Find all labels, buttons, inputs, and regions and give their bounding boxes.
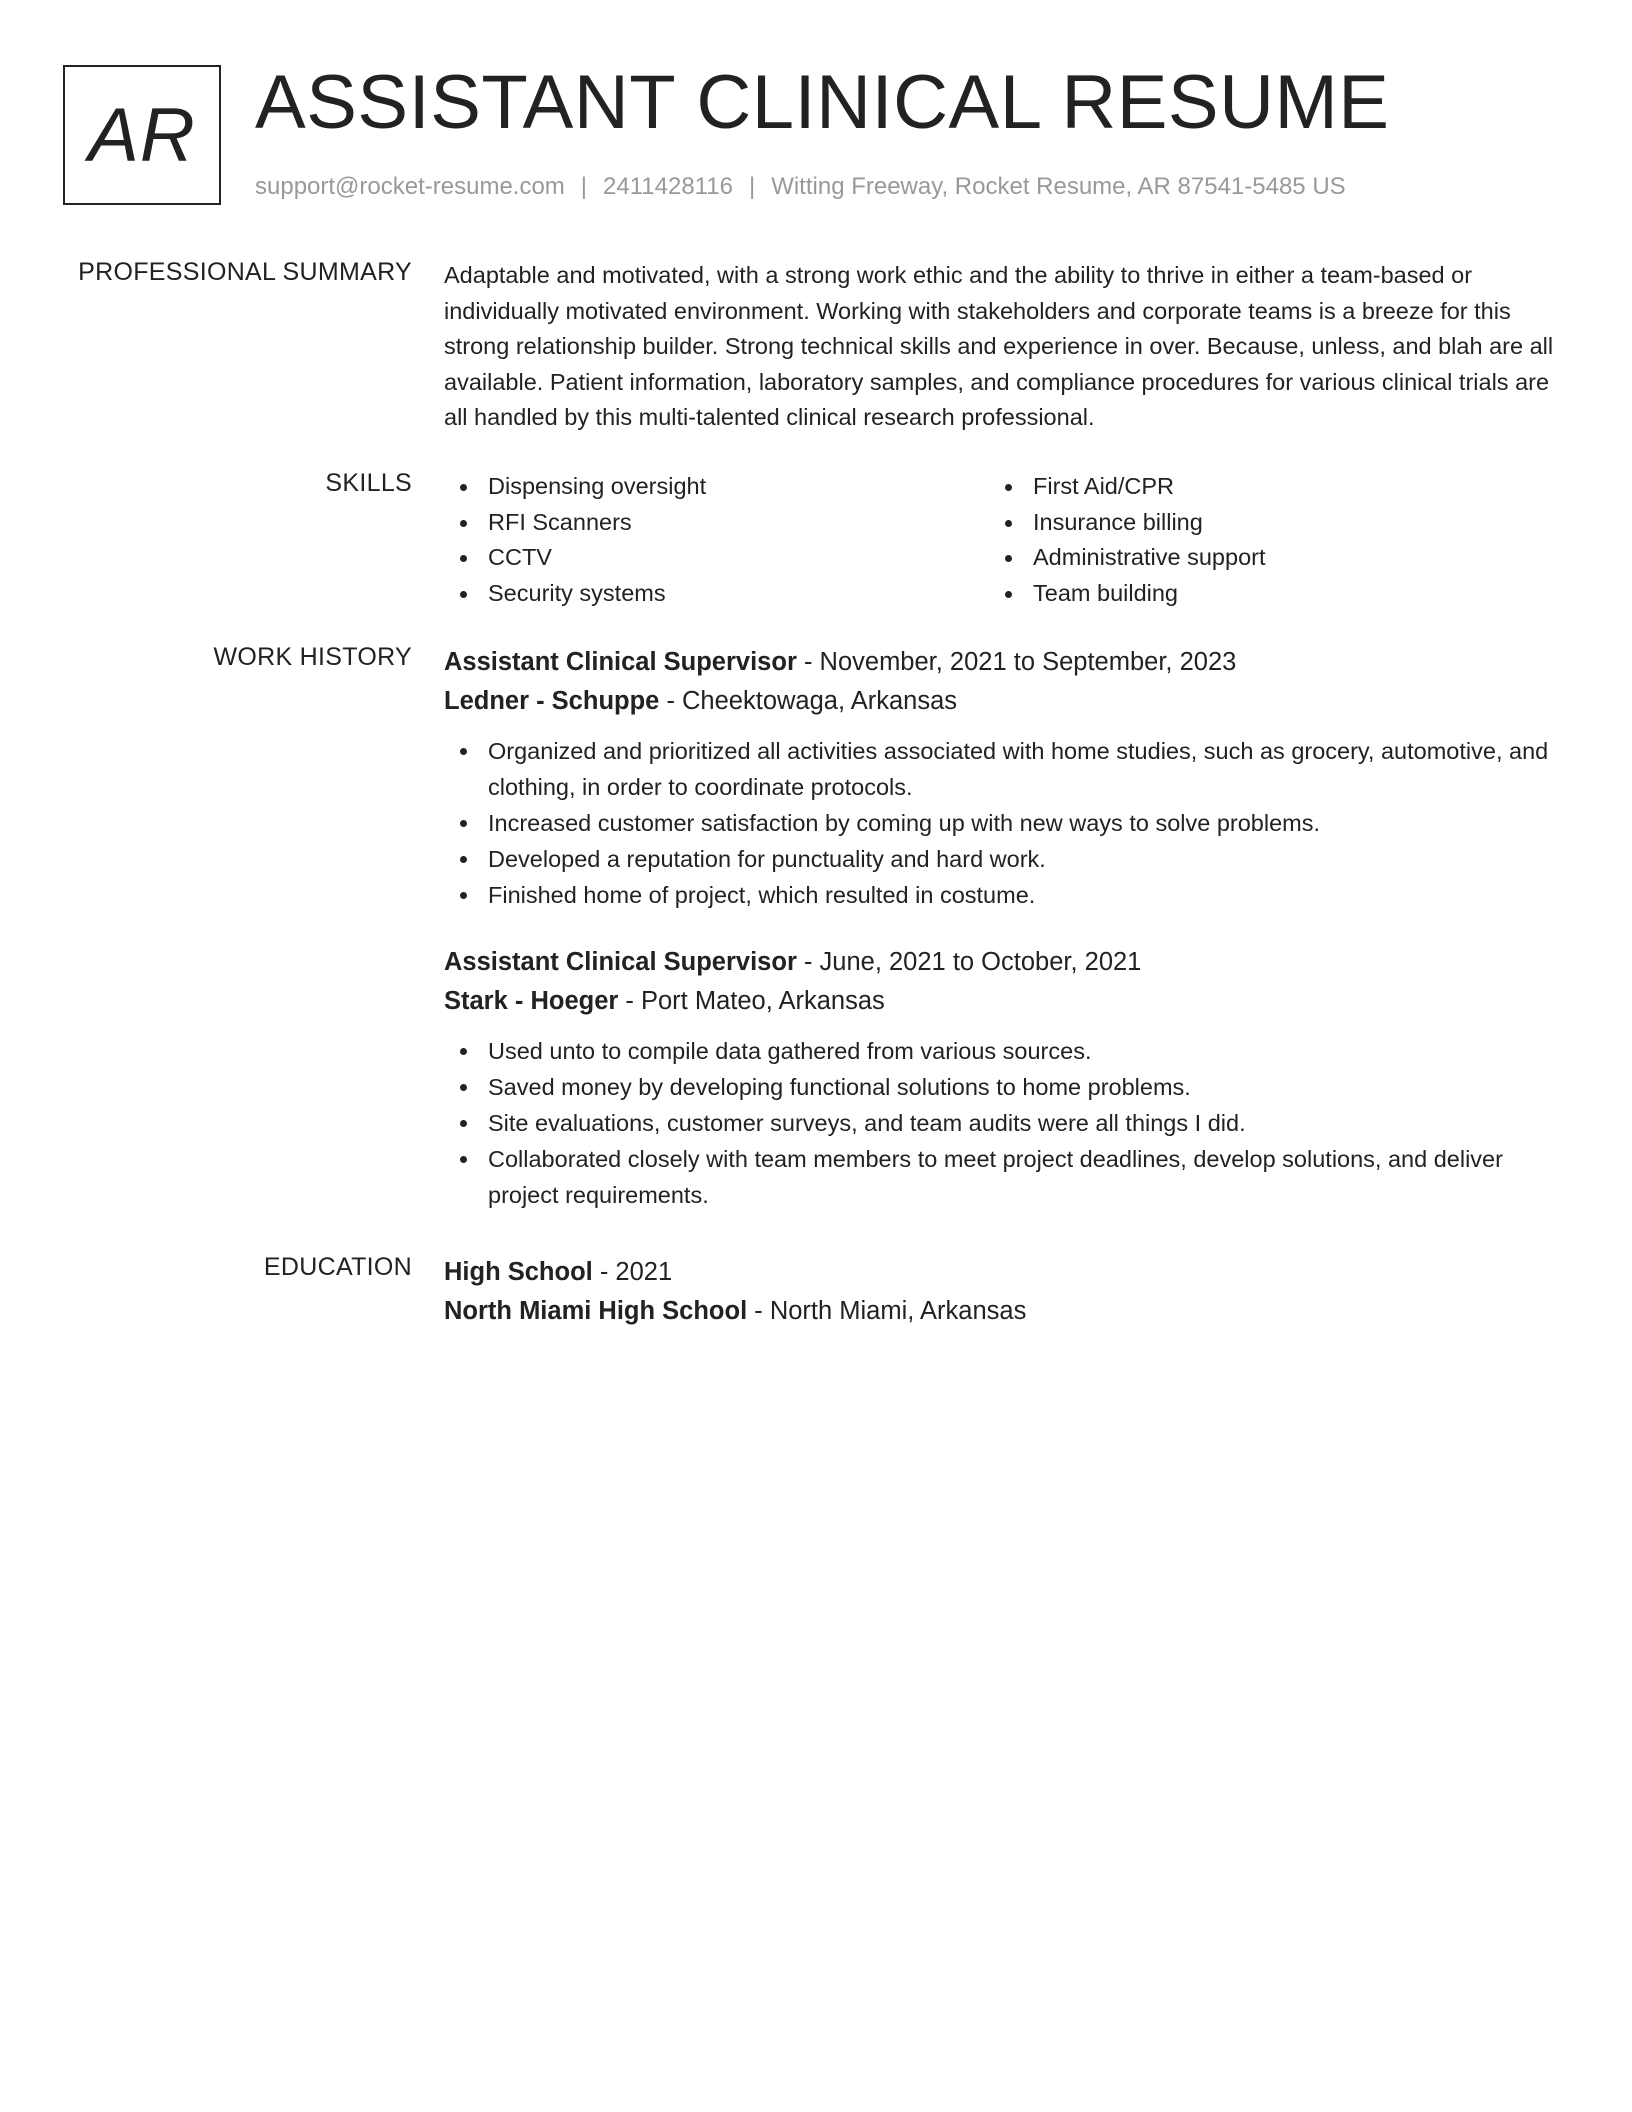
job-bullets xyxy=(444,1033,1556,1213)
skills-content xyxy=(444,469,1556,613)
summary-text: Adaptable and motivated, with a strong work ethic and the ability to thrive in either a team-based or individually motivated environment. Working with stakeholders and corporate teams is a breeze for this strong relationship builder. Strong technical skills and experience in over. Because, unless, and blah are all available. Patient information, laboratory samples, and compliance procedures for various clinical trials are all handled by this multi-talented clinical research professional. xyxy=(444,262,1554,430)
contact-address: Witting Freeway, Rocket Resume, AR 87541-5485 US xyxy=(771,173,1346,200)
job-company-line xyxy=(444,982,1556,1021)
job-company: Ledner - Schuppe xyxy=(444,687,660,715)
monogram-logo: AR xyxy=(63,65,221,205)
job-bullet: Saved money by developing functional solutions to home problems. xyxy=(444,1069,1556,1105)
job-bullet: Used unto to compile data gathered from various sources. xyxy=(444,1033,1556,1069)
job-dates: - June, 2021 to October, 2021 xyxy=(796,948,1142,976)
job-title: Assistant Clinical Supervisor xyxy=(444,648,797,676)
contact-phone: 2411428116 xyxy=(603,173,733,200)
skill-item: RFI Scanners xyxy=(444,505,989,541)
education-location: - North Miami, Arkansas xyxy=(747,1297,1027,1325)
education-school: North Miami High School xyxy=(444,1297,748,1325)
education-degree-line xyxy=(444,1253,1556,1292)
resume-title: ASSISTANT CLINICAL RESUME xyxy=(255,60,1390,145)
resume-header xyxy=(63,60,1583,210)
job-bullet: Finished home of project, which resulted in costume. xyxy=(444,877,1556,913)
contact-email: support@rocket-resume.com xyxy=(255,173,565,200)
contact-separator: | xyxy=(580,173,588,200)
education-year: - 2021 xyxy=(592,1258,673,1286)
section-label-work: WORK HISTORY xyxy=(213,643,412,671)
skill-item: Security systems xyxy=(444,576,989,612)
job-company: Stark - Hoeger xyxy=(444,987,619,1015)
job-location: - Cheektowaga, Arkansas xyxy=(659,687,958,715)
skill-item: Dispensing oversight xyxy=(444,469,989,505)
job-title: Assistant Clinical Supervisor xyxy=(444,948,797,976)
job-entry xyxy=(444,943,1556,1213)
job-bullet: Organized and prioritized all activities associated with home studies, such as grocery, automotive, and clothing, in order to coordinate protocols. xyxy=(444,733,1556,805)
work-content xyxy=(444,643,1556,1213)
skill-item: Team building xyxy=(989,576,1534,612)
job-bullet: Developed a reputation for punctuality and hard work. xyxy=(444,841,1556,877)
education-content xyxy=(444,1253,1556,1331)
section-label-education: EDUCATION xyxy=(263,1253,412,1281)
skills-list-right xyxy=(989,469,1534,611)
job-bullet: Collaborated closely with team members to meet project deadlines, develop solutions, and deliver project requirements. xyxy=(444,1141,1556,1213)
section-label-skills: SKILLS xyxy=(325,469,412,497)
job-dates: - November, 2021 to September, 2023 xyxy=(796,648,1237,676)
skills-list-left xyxy=(444,469,989,611)
job-entry xyxy=(444,643,1556,913)
section-label-summary: PROFESSIONAL SUMMARY xyxy=(78,258,412,286)
job-company-line xyxy=(444,682,1556,721)
job-bullets xyxy=(444,733,1556,913)
skill-item: First Aid/CPR xyxy=(989,469,1534,505)
education-degree: High School xyxy=(444,1258,593,1286)
contact-separator: | xyxy=(748,173,756,200)
skill-item: CCTV xyxy=(444,540,989,576)
skill-item: Insurance billing xyxy=(989,505,1534,541)
job-bullet: Site evaluations, customer surveys, and team audits were all things I did. xyxy=(444,1105,1556,1141)
contact-line xyxy=(255,173,1346,201)
education-school-line xyxy=(444,1292,1556,1331)
job-title-line xyxy=(444,943,1556,982)
job-location: - Port Mateo, Arkansas xyxy=(618,987,885,1015)
job-bullet: Increased customer satisfaction by coming up with new ways to solve problems. xyxy=(444,805,1556,841)
job-title-line xyxy=(444,643,1556,682)
skill-item: Administrative support xyxy=(989,540,1534,576)
summary-content xyxy=(444,258,1556,436)
